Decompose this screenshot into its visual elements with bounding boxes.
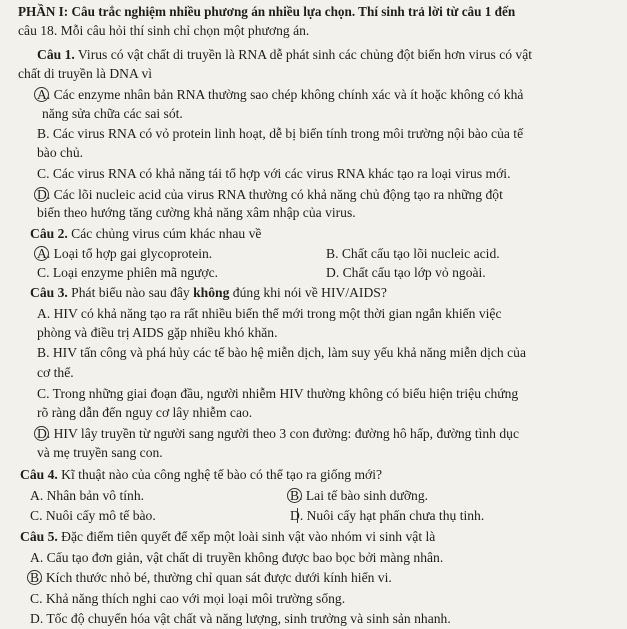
q5-option-d: D. Tốc độ chuyển hóa vật chất và năng lượng, sinh trưởng và sinh sản nhanh.: [30, 611, 451, 626]
question-1-stem-cont: chất di truyền là DNA vì: [18, 66, 153, 81]
q2-option-d: D. Chất cấu tạo lớp vỏ ngoài.: [326, 265, 486, 280]
q1-option-b: B. Các virus RNA có vỏ protein linh hoạt, dễ bị biến tính trong môi trường nội bào của tế: [37, 126, 524, 141]
question-5-label: Câu 5.: [20, 529, 58, 544]
q3-option-d-cont: và mẹ truyền sang con.: [37, 445, 163, 460]
question-5-stem: Câu 5. Đặc điểm tiên quyết để xếp một loài sinh vật vào nhóm vi sinh vật là: [20, 529, 436, 544]
question-1-stem: Câu 1. Virus có vật chất di truyền là RNA dễ phát sinh các chủng đột biến hơn virus có vật: [37, 47, 533, 62]
q3-option-b: B. HIV tấn công và phá hủy các tế bào hệ miễn dịch, làm suy yếu khả năng miễn dịch của: [37, 345, 526, 360]
q3-option-b-cont: cơ thể.: [37, 365, 74, 380]
question-2-label: Câu 2.: [30, 226, 68, 241]
q4-option-a: A. Nhân bản vô tính.: [30, 488, 145, 503]
question-1-label: Câu 1.: [37, 47, 75, 62]
q2-option-b: B. Chất cấu tạo lõi nucleic acid.: [326, 246, 500, 261]
q4-option-b: B. Lai tế bào sinh dưỡng.: [290, 488, 429, 503]
question-3-label: Câu 3.: [30, 285, 68, 300]
q3-option-d: D. HIV lây truyền từ người sang người theo 3 con đường: đường hô hấp, đường tình dục: [37, 426, 519, 441]
question-3-stem: Câu 3. Phát biểu nào sau đây không đúng khi nói về HIV/AIDS?: [30, 285, 387, 300]
q2-option-c: C. Loại enzyme phiên mã ngược.: [37, 265, 219, 280]
q3-option-a-cont: phòng và điều trị AIDS gặp nhiều khó khăn.: [37, 325, 278, 340]
question-4-stem: Câu 4. Kĩ thuật nào của công nghệ tế bào có thể tạo ra giống mới?: [20, 467, 383, 482]
section-header: PHẦN I: Câu trắc nghiệm nhiều phương án nhiều lựa chọn. Thí sinh trả lời từ câu 1 đến: [18, 4, 516, 19]
q1-option-d: D. Các lõi nucleic acid của virus RNA thường có khả năng chủ động tạo ra những đột: [37, 187, 503, 202]
q3-option-a: A. HIV có khả năng tạo ra rất nhiều biến thể mới trong một thời gian ngắn khiến việc: [37, 306, 502, 321]
section-instructions: câu 18. Mỗi câu hỏi thí sinh chỉ chọn một phương án.: [18, 23, 310, 38]
q1-option-a-cont: năng sửa chữa các sai sót.: [42, 106, 183, 121]
q5-option-b: B. Kích thước nhỏ bé, thường chỉ quan sát được dưới kính hiển vi.: [30, 570, 392, 585]
q3-option-c-cont: rõ ràng dẫn đến nguy cơ lây nhiễm cao.: [37, 405, 253, 420]
q4-option-d: D. Nuôi cấy hạt phấn chưa thụ tinh.: [290, 508, 485, 523]
q3-option-c: C. Trong những giai đoạn đầu, người nhiễm HIV thường không có biểu hiện triệu chứng: [37, 386, 519, 401]
q4-option-c: C. Nuôi cấy mô tế bào.: [30, 508, 156, 523]
q5-option-c: C. Khả năng thích nghi cao với mọi loại môi trường sống.: [30, 591, 346, 606]
q5-option-a: A. Cấu tạo đơn giản, vật chất di truyền không được bao bọc bởi màng nhân.: [30, 550, 444, 565]
q1-option-d-cont: biến theo hướng tăng cường khả năng xâm nhập của virus.: [37, 205, 356, 220]
q1-option-c: C. Các virus RNA có khả năng tái tổ hợp với các virus RNA khác tạo ra loại virus mới.: [37, 166, 511, 181]
q1-option-b-cont: bào chủ.: [37, 145, 84, 160]
question-2-stem: Câu 2. Các chủng virus cúm khác nhau về: [30, 226, 262, 241]
question-4-label: Câu 4.: [20, 467, 58, 482]
q1-option-a: A. Các enzyme nhân bản RNA thường sao chép không chính xác và ít hoặc không có khả: [37, 87, 524, 102]
q2-option-a: A. Loại tổ hợp gai glycoprotein.: [37, 246, 213, 261]
